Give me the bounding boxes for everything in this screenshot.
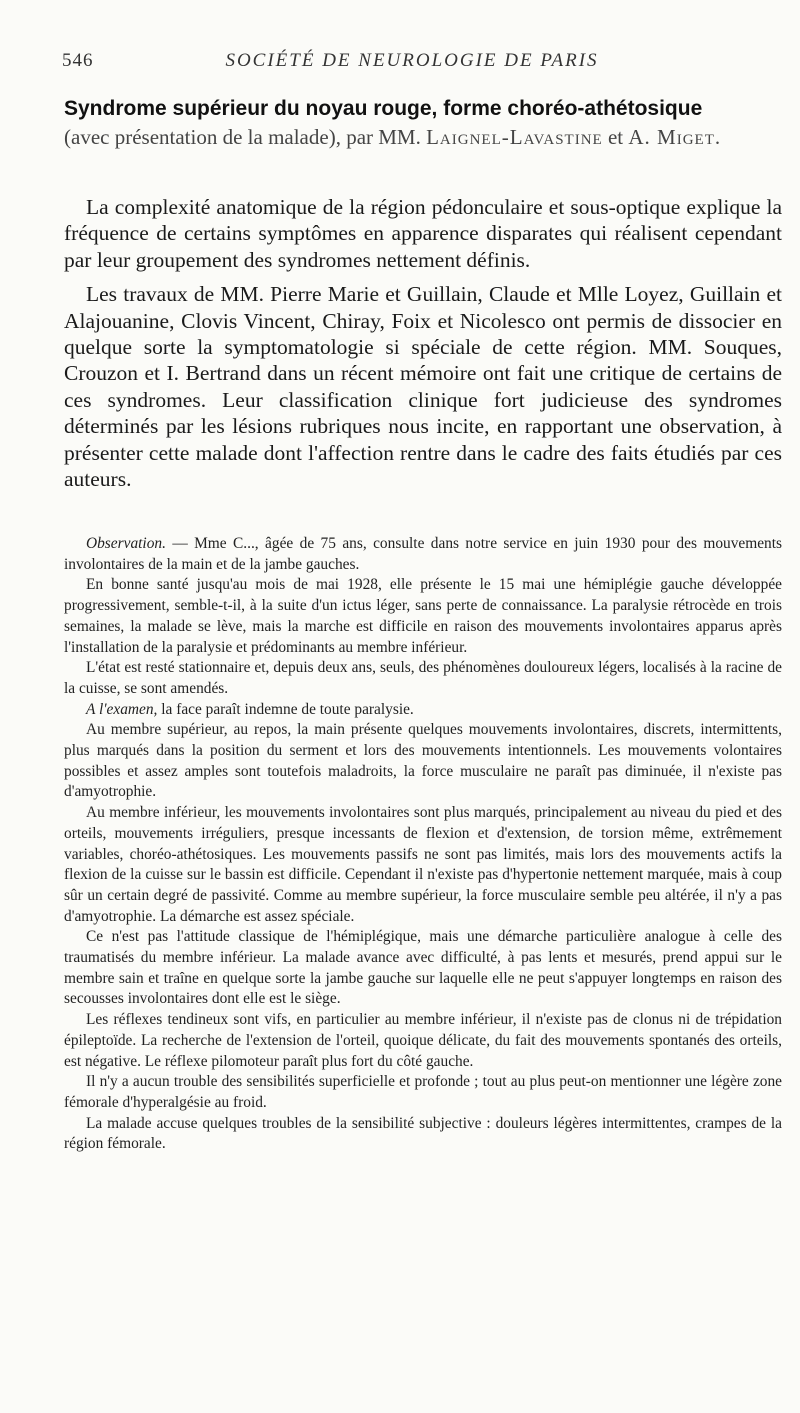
- observation-paragraph: En bonne santé jusqu'au mois de mai 1928, elle présente le 15 mai une hémiplégie gauche développée progressivement, semble-t-il, à la suite d'un ictus léger, sans perte de connaissance. La paralysie rétrocède en trois semaines, la malade se lève, mais la marche est difficile en raison des mouvements involontaires apparus après l'installation de la paralysie et prédominants au membre inférieur.: [64, 576, 782, 656]
- author-laignel-lavastine: Laignel-Lavastine: [426, 125, 603, 149]
- examination-label: A l'examen,: [86, 700, 158, 718]
- byline: [64, 124, 784, 151]
- observation-paragraph: Les réflexes tendineux sont vifs, en particulier au membre inférieur, il n'existe pas de clonus ni de trépidation épileptoïde. La recherche de l'extension de l'orteil, quoique délicate, du fait des mouvements spontanés des orteils, est négative. Le réflexe pilomoteur paraît plus fort du côté gauche.: [64, 1011, 782, 1070]
- observation-intro-text: — Mme C..., âgée de 75 ans, consulte dans notre service en juin 1930 pour des mouvements involontaires de la main et de la jambe gauches.: [64, 535, 782, 573]
- page-number: 546: [62, 50, 94, 71]
- observation-paragraph: Il n'y a aucun trouble des sensibilités superficielle et profonde ; tout au plus peut-on mentionner une légère zone fémorale d'hyperalgésie au froid.: [64, 1073, 782, 1111]
- observation-paragraph: Au membre inférieur, les mouvements involontaires sont plus marqués, principalement au niveau du pied et des orteils, mouvements irréguliers, presque incessants de flexion et d'extension, de torsion même, extrêmement variables, choréo-athétosiques. Les mouvements passifs ne sont pas limités, mais lors des mouvements actifs la flexion de la cuisse sur le bassin est difficile. Cependant il n'existe pas d'hypertonie nettement marquée, mais à coup sûr un certain degré de passivité. Comme au membre supérieur, la force musculaire semble peu altérée, il n'y a pas d'amyotrophie. La démarche est assez spéciale.: [64, 804, 782, 925]
- observation-label: Observation.: [86, 535, 166, 552]
- observation-section: [64, 534, 782, 1155]
- byline-and: et: [607, 125, 624, 149]
- observation-paragraph: L'état est resté stationnaire et, depuis deux ans, seuls, des phénomènes douloureux légers, localisés à la racine de la cuisse, se sont amendés.: [64, 659, 782, 697]
- intro-paragraph: Les travaux de MM. Pierre Marie et Guillain, Claude et Mlle Loyez, Guillain et Alajouanine, Clovis Vincent, Chiray, Foix et Nicolesco ont permis de dissocier en quelque sorte la symptomatologie si spéciale de cette région. MM. Souques, Crouzon et I. Bertrand dans un récent mémoire ont fait une critique de certains de ces syndromes. Leur classification clinique fort judicieuse des syndromes déterminés par les lésions rubriques nous incite, en rapportant une observation, à présenter cette malade dont l'affection rentre dans le cadre des faits étudiés par ces auteurs.: [64, 282, 782, 492]
- observation-paragraph: Au membre supérieur, au repos, la main présente quelques mouvements involontaires, discrets, intermittents, plus marqués dans la position du serment et lors des mouvements intentionnels. Les mouvements volontaires possibles et assez amples sont toutefois maladroits, la force musculaire ne paraît pas diminuée, il n'existe pas d'amyotrophie.: [64, 721, 782, 801]
- introduction: [64, 194, 782, 492]
- running-head: [62, 50, 762, 76]
- journal-title: SOCIÉTÉ DE NEUROLOGIE DE PARIS: [225, 50, 599, 71]
- observation-paragraph: [64, 700, 782, 721]
- author-miget: A. Miget: [628, 125, 715, 149]
- intro-paragraph: La complexité anatomique de la région pédonculaire et sous-optique explique la fréquence de certains symptômes en apparence disparates qui réalisent cependant par leur groupement des syndromes nettement définis.: [64, 195, 782, 272]
- byline-end: .: [714, 125, 721, 149]
- examination-text: la face paraît indemne de toute paralysie.: [157, 700, 414, 718]
- byline-prefix: (avec présentation de la malade), par MM.: [64, 125, 421, 149]
- observation-paragraph: Ce n'est pas l'attitude classique de l'hémiplégique, mais une démarche particulière analogue à celle des traumatisés du membre inférieur. La malade avance avec difficulté, à pas lents et mesurés, prend appui sur le membre sain et traîne en quelque sorte la jambe gauche sur laquelle elle ne peut s'appuyer longtemps en raison des secousses involontaires dont elle est le siège.: [64, 928, 782, 1008]
- observation-paragraph: [64, 534, 782, 575]
- article-title: Syndrome supérieur du noyau rouge, forme choréo-athétosique: [64, 97, 703, 120]
- observation-paragraph: La malade accuse quelques troubles de la sensibilité subjective : douleurs légères intermittentes, crampes de la région fémorale.: [64, 1114, 782, 1153]
